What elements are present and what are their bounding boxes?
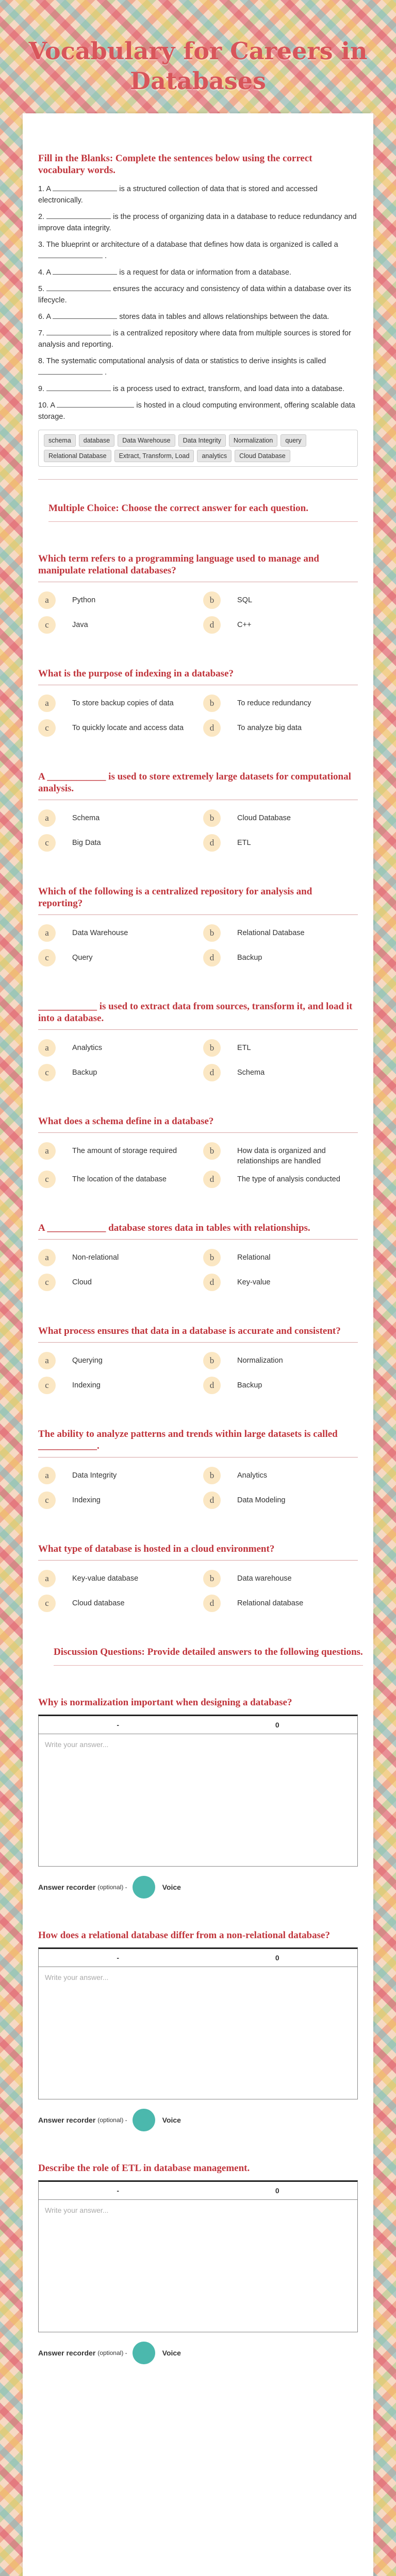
fill-in-item — [38, 355, 358, 378]
mc-question — [38, 1543, 358, 1615]
option-label: Data Modeling — [237, 1496, 286, 1504]
option-letter: a — [38, 591, 56, 609]
option-label: ETL — [237, 839, 251, 847]
answer-option[interactable] — [38, 1274, 193, 1294]
option-letter: a — [38, 1352, 56, 1369]
mc-question — [38, 1115, 358, 1191]
recorder-optional: (optional) - — [97, 2349, 127, 2357]
option-label: The amount of storage required — [72, 1147, 177, 1155]
fill-in-item — [38, 267, 358, 278]
word-chip[interactable]: Data Integrity — [178, 434, 226, 447]
mc-question — [38, 771, 358, 855]
fill-in-text: 4. A — [38, 268, 53, 277]
word-chip[interactable]: Data Warehouse — [118, 434, 175, 447]
answer-option[interactable] — [38, 616, 193, 637]
answer-option[interactable] — [203, 1595, 358, 1615]
blank-input[interactable] — [53, 267, 117, 275]
mc-question — [38, 553, 358, 637]
option-label: Cloud — [72, 1278, 92, 1286]
recorder-optional: (optional) - — [97, 1884, 127, 1891]
answer-option[interactable] — [38, 834, 193, 855]
option-label: Querying — [72, 1357, 103, 1365]
voice-record-button[interactable] — [133, 2342, 155, 2364]
option-label: Data Integrity — [72, 1471, 117, 1480]
word-chip[interactable]: query — [280, 434, 306, 447]
answer-option[interactable] — [203, 924, 358, 945]
option-letter: a — [38, 694, 56, 712]
option-letter: a — [38, 1467, 56, 1484]
question-text: What is the purpose of indexing in a database? — [38, 668, 358, 685]
answer-option[interactable] — [203, 1570, 358, 1590]
recorder-label: Answer recorder — [38, 1883, 96, 1891]
voice-label: Voice — [162, 1883, 181, 1891]
option-letter: b — [203, 924, 221, 942]
recorder-optional: (optional) - — [97, 2116, 127, 2124]
answer-option[interactable] — [38, 809, 193, 830]
option-label: Data Warehouse — [72, 929, 128, 937]
answer-option[interactable] — [203, 1274, 358, 1294]
options-grid — [38, 1039, 358, 1084]
option-letter: d — [203, 1064, 221, 1081]
option-letter: a — [38, 809, 56, 827]
options-grid — [38, 1142, 358, 1191]
mc-question — [38, 668, 358, 740]
question-text: The ability to analyze patterns and trends within large datasets is called ____________. — [38, 1428, 358, 1458]
answer-option[interactable] — [203, 1064, 358, 1084]
option-label: Key-value database — [72, 1574, 139, 1583]
blank-input[interactable] — [46, 211, 111, 219]
option-label: Cloud Database — [237, 814, 291, 822]
option-letter: b — [203, 1249, 221, 1266]
answer-toolbar — [39, 1949, 357, 1967]
option-letter: d — [203, 1595, 221, 1612]
voice-record-button[interactable] — [133, 2109, 155, 2131]
answer-option[interactable] — [203, 1039, 358, 1060]
fill-in-text: is the process of organizing data in a database to reduce redundancy and improve data integrity. — [38, 213, 357, 232]
option-label: Backup — [72, 1069, 97, 1077]
option-label: Relational — [237, 1253, 271, 1262]
multiple-choice-list — [38, 553, 358, 1615]
mc-question — [38, 1428, 358, 1512]
fill-in-text: . — [103, 368, 107, 377]
answer-option[interactable] — [38, 1352, 193, 1372]
fill-in-item — [38, 283, 358, 306]
option-letter: b — [203, 809, 221, 827]
fill-in-item — [38, 311, 358, 323]
word-chip[interactable]: Relational Database — [44, 450, 111, 462]
option-label: ETL — [237, 1044, 251, 1052]
option-letter: c — [38, 949, 56, 967]
toolbar-button[interactable]: 0 — [275, 1721, 279, 1729]
answer-option[interactable] — [38, 591, 193, 612]
option-letter: a — [38, 1142, 56, 1160]
answer-option[interactable] — [38, 1570, 193, 1590]
option-label: Non-relational — [72, 1253, 119, 1262]
voice-record-button[interactable] — [133, 1876, 155, 1899]
options-grid — [38, 694, 358, 740]
fill-in-text: stores data in tables and allows relationships between the data. — [117, 313, 329, 321]
fill-in-text: 2. — [38, 213, 47, 221]
fill-in-text: is a structured collection of data that is stored and accessed electronically. — [38, 185, 318, 205]
blank-input[interactable] — [38, 367, 103, 375]
blank-input[interactable] — [53, 183, 117, 191]
fill-in-text: is a request for data or information from a database. — [117, 268, 291, 277]
option-letter: d — [203, 1171, 221, 1188]
answer-recorder — [38, 1876, 358, 1899]
options-grid — [38, 924, 358, 970]
fill-in-heading: Fill in the Blanks: Complete the sentences below using the correct vocabulary words. — [38, 153, 312, 176]
option-letter: b — [203, 591, 221, 609]
fill-in-text: is a centralized repository where data from multiple sources is stored for analysis and reporting. — [38, 329, 351, 349]
option-label: To analyze big data — [237, 724, 302, 732]
answer-option[interactable] — [38, 949, 193, 970]
option-letter: d — [203, 616, 221, 634]
fill-in-text: 9. — [38, 385, 47, 393]
option-letter: d — [203, 834, 221, 852]
option-label: Relational database — [237, 1599, 304, 1607]
fill-in-text: ensures the accuracy and consistency of data within a database over its lifecycle. — [38, 285, 352, 304]
answer-textarea[interactable]: Write your answer... — [45, 2206, 109, 2214]
option-letter: a — [38, 1249, 56, 1266]
option-label: The location of the database — [72, 1175, 167, 1183]
question-text: Which term refers to a programming language used to manage and manipulate relational databases? — [38, 553, 358, 582]
discussion-question — [38, 1697, 358, 1899]
options-grid — [38, 1467, 358, 1512]
word-chip[interactable]: Cloud Database — [235, 450, 290, 462]
toolbar-button[interactable]: - — [117, 1954, 120, 1962]
fill-in-list — [38, 183, 358, 422]
options-grid — [38, 1570, 358, 1615]
worksheet — [23, 113, 373, 2576]
options-grid — [38, 809, 358, 855]
fill-in-item — [38, 328, 358, 350]
option-label: Schema — [237, 1069, 265, 1077]
answer-option[interactable] — [203, 591, 358, 612]
option-letter: a — [38, 1570, 56, 1587]
answer-option[interactable] — [38, 1142, 193, 1166]
option-letter: c — [38, 1595, 56, 1612]
option-label: The type of analysis conducted — [237, 1175, 340, 1183]
option-label: SQL — [237, 596, 253, 604]
question-text: How does a relational database differ from a non-relational database? — [38, 1930, 330, 1941]
answer-option[interactable] — [203, 949, 358, 970]
answer-option[interactable] — [203, 809, 358, 830]
option-label: Query — [72, 954, 93, 962]
word-chip[interactable]: database — [79, 434, 114, 447]
question-text: What type of database is hosted in a cloud environment? — [38, 1543, 358, 1561]
answer-option[interactable] — [203, 1377, 358, 1397]
answer-option[interactable] — [38, 1492, 193, 1512]
option-letter: b — [203, 1142, 221, 1160]
answer-box — [38, 1947, 358, 2099]
option-label: Big Data — [72, 839, 101, 847]
option-label: Java — [72, 621, 88, 629]
options-grid — [38, 1249, 358, 1294]
mc-question — [38, 886, 358, 970]
discussion-list — [38, 1697, 358, 2364]
question-text: A ____________ is used to store extremely large datasets for computational analysis. — [38, 771, 358, 800]
fill-in-text: 6. A — [38, 313, 53, 321]
answer-option[interactable] — [203, 1171, 358, 1191]
option-label: Relational Database — [237, 929, 305, 937]
fill-in-item — [38, 239, 358, 262]
option-letter: b — [203, 1570, 221, 1587]
option-letter: c — [38, 1492, 56, 1509]
fill-in-text: 7. — [38, 329, 47, 337]
answer-option[interactable] — [38, 924, 193, 945]
option-letter: b — [203, 1467, 221, 1484]
answer-toolbar — [39, 2182, 357, 2200]
blank-input[interactable] — [46, 383, 111, 391]
answer-option[interactable] — [38, 1377, 193, 1397]
toolbar-button[interactable]: 0 — [275, 1954, 279, 1962]
option-label: Indexing — [72, 1496, 101, 1504]
option-letter: d — [203, 1377, 221, 1394]
option-letter: b — [203, 1039, 221, 1057]
option-label: Key-value — [237, 1278, 271, 1286]
answer-box — [38, 1715, 358, 1867]
answer-textarea[interactable]: Write your answer... — [45, 1973, 109, 1981]
option-letter: c — [38, 1377, 56, 1394]
answer-option[interactable] — [38, 1467, 193, 1487]
page-title: Vocabulary for Careers in Databases — [28, 37, 368, 95]
mc-question — [38, 1001, 358, 1084]
answer-option[interactable] — [203, 719, 358, 740]
option-label: Cloud database — [72, 1599, 125, 1607]
fill-in-item — [38, 211, 358, 234]
option-letter: c — [38, 1171, 56, 1188]
voice-label: Voice — [162, 2349, 181, 2357]
fill-in-text: 8. The systematic computational analysis of data or statistics to derive insights is called — [38, 357, 326, 365]
option-label: Normalization — [237, 1357, 283, 1365]
mc-question — [38, 1222, 358, 1294]
answer-textarea[interactable]: Write your answer... — [45, 1740, 109, 1749]
option-letter: d — [203, 1274, 221, 1291]
fill-in-text: 1. A — [38, 185, 53, 193]
answer-option[interactable] — [203, 1142, 358, 1166]
fill-in-text: is hosted in a cloud computing environment, offering scalable data storage. — [38, 401, 355, 421]
answer-option[interactable] — [203, 834, 358, 855]
answer-recorder — [38, 2342, 358, 2364]
answer-option[interactable] — [203, 1467, 358, 1487]
answer-option[interactable] — [38, 719, 193, 740]
answer-option[interactable] — [38, 1039, 193, 1060]
answer-toolbar — [39, 1716, 357, 1734]
answer-recorder — [38, 2109, 358, 2131]
option-label: How data is organized and relationships are handled — [237, 1147, 326, 1165]
question-text: A ____________ database stores data in tables with relationships. — [38, 1222, 358, 1240]
option-letter: a — [38, 924, 56, 942]
fill-in-text: 5. — [38, 285, 47, 293]
fill-in-item — [38, 400, 358, 422]
option-label: Backup — [237, 1381, 262, 1389]
option-letter: c — [38, 1064, 56, 1081]
recorder-label: Answer recorder — [38, 2349, 96, 2357]
answer-option[interactable] — [203, 1492, 358, 1512]
option-letter: c — [38, 834, 56, 852]
option-label: To store backup copies of data — [72, 699, 174, 707]
word-chip[interactable]: analytics — [197, 450, 232, 462]
option-letter: a — [38, 1039, 56, 1057]
blank-input[interactable] — [46, 283, 111, 291]
fill-in-text: is a process used to extract, transform, and load data into a database. — [111, 385, 345, 393]
option-label: To quickly locate and access data — [72, 724, 184, 732]
option-letter: d — [203, 1492, 221, 1509]
question-text: What does a schema define in a database? — [38, 1115, 358, 1133]
fill-in-text: 10. A — [38, 401, 57, 410]
option-label: Analytics — [237, 1471, 268, 1480]
answer-option[interactable] — [203, 1352, 358, 1372]
answer-box — [38, 2180, 358, 2332]
blank-input[interactable] — [38, 250, 103, 258]
discussion-question — [38, 1929, 358, 2131]
answer-option[interactable] — [38, 1064, 193, 1084]
word-bank — [38, 430, 358, 467]
question-text: Describe the role of ETL in database management. — [38, 2163, 250, 2174]
question-text: ____________ is used to extract data from sources, transform it, and load it into a database. — [38, 1001, 358, 1030]
word-chip[interactable]: Normalization — [229, 434, 277, 447]
option-label: C++ — [237, 621, 252, 629]
fill-in-item — [38, 183, 358, 206]
blank-input[interactable] — [46, 328, 111, 335]
recorder-label: Answer recorder — [38, 2116, 96, 2124]
options-grid — [38, 1352, 358, 1397]
answer-option[interactable] — [203, 694, 358, 715]
answer-option[interactable] — [38, 1249, 193, 1269]
option-label: Backup — [237, 954, 262, 962]
option-label: Data warehouse — [237, 1574, 292, 1583]
fill-in-item — [38, 383, 358, 395]
answer-option[interactable] — [38, 1595, 193, 1615]
option-letter: b — [203, 1352, 221, 1369]
option-letter: d — [203, 949, 221, 967]
word-chip[interactable]: schema — [44, 434, 76, 447]
toolbar-button[interactable]: - — [117, 2187, 120, 2195]
fill-in-text: . — [103, 252, 107, 260]
option-letter: c — [38, 719, 56, 737]
options-grid — [38, 591, 358, 637]
toolbar-button[interactable]: 0 — [275, 2187, 279, 2195]
option-letter: c — [38, 1274, 56, 1291]
option-letter: c — [38, 616, 56, 634]
voice-label: Voice — [162, 2116, 181, 2124]
option-label: Indexing — [72, 1381, 101, 1389]
question-text: Why is normalization important when designing a database? — [38, 1697, 292, 1708]
word-chip[interactable]: Extract, Transform, Load — [114, 450, 194, 462]
question-text: Which of the following is a centralized repository for analysis and reporting? — [38, 886, 358, 915]
toolbar-button[interactable]: - — [117, 1721, 120, 1729]
answer-option[interactable] — [38, 1171, 193, 1191]
discussion-heading: Discussion Questions: Provide detailed answers to the following questions. — [54, 1646, 363, 1666]
blank-input[interactable] — [53, 311, 117, 319]
discussion-question — [38, 2162, 358, 2364]
option-label: Python — [72, 596, 96, 604]
answer-option[interactable] — [38, 694, 193, 715]
option-letter: d — [203, 719, 221, 737]
fill-in-text: 3. The blueprint or architecture of a database that defines how data is organized is called a — [38, 241, 338, 249]
option-label: To reduce redundancy — [237, 699, 311, 707]
option-letter: b — [203, 694, 221, 712]
answer-option[interactable] — [203, 1249, 358, 1269]
option-label: Analytics — [72, 1044, 103, 1052]
multiple-choice-heading: Multiple Choice: Choose the correct answer for each question. — [48, 502, 358, 522]
option-label: Schema — [72, 814, 100, 822]
answer-option[interactable] — [203, 616, 358, 637]
question-text: What process ensures that data in a database is accurate and consistent? — [38, 1325, 358, 1343]
mc-question — [38, 1325, 358, 1397]
blank-input[interactable] — [57, 400, 134, 408]
divider — [38, 479, 358, 480]
